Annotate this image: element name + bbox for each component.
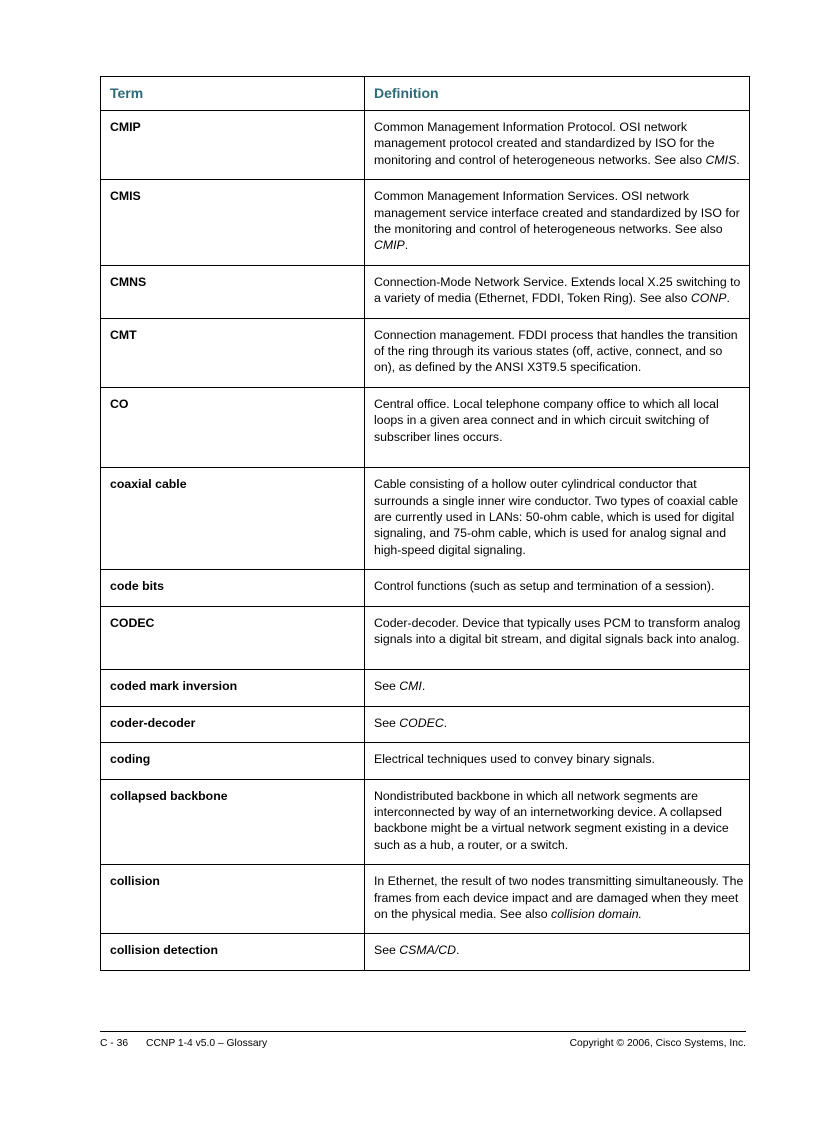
page-number: C - 36 — [100, 1038, 129, 1049]
table-header-row — [101, 77, 750, 111]
term-cell: CMIS — [101, 180, 365, 266]
definition-cell: Connection-Mode Network Service. Extends local X.25 switching to a variety of media (Ethernet, FDDI, Token Ring). See also CONP. — [365, 265, 750, 318]
table-row — [101, 265, 750, 318]
see-also-ref: CODEC — [399, 715, 444, 730]
table-row — [101, 779, 750, 865]
table-row — [101, 670, 750, 706]
table-row — [101, 468, 750, 570]
definition-cell: Common Management Information Protocol. OSI network management protocol created and standardized by ISO for the monitoring and control of heterogeneous networks. See also CMIS. — [365, 111, 750, 180]
table-row — [101, 180, 750, 266]
term-cell: CMT — [101, 318, 365, 387]
see-also-ref: CSMA/CD — [399, 943, 457, 958]
definition-cell: Connection management. FDDI process that handles the transition of the ring through its various states (off, active, connect, and so on), as defined by the ANSI X3T9.5 specification. — [365, 318, 750, 387]
see-also-ref: collision domain. — [551, 907, 642, 921]
definition-cell: Common Management Information Services. OSI network management service interface created and standardized by ISO for the monitoring and control of heterogeneous networks. See also CMIP. — [365, 180, 750, 266]
definition-cell: Electrical techniques used to convey binary signals. — [365, 743, 750, 779]
page-footer — [100, 1038, 746, 1049]
definition-cell: Control functions (such as setup and termination of a session). — [365, 570, 750, 606]
term-cell: coded mark inversion — [101, 670, 365, 706]
table-row — [101, 934, 750, 970]
term-cell: coaxial cable — [101, 468, 365, 570]
glossary-table — [100, 76, 750, 971]
definition-cell: Nondistributed backbone in which all network segments are interconnected by way of an internetworking device. A collapsed backbone might be a virtual network segment existing in a device such as a hub, a router, or a switch. — [365, 779, 750, 865]
footer-left — [100, 1038, 267, 1049]
table-row — [101, 606, 750, 670]
term-cell: CODEC — [101, 606, 365, 670]
definition-cell: Cable consisting of a hollow outer cylindrical conductor that surrounds a single inner wire conductor. Two types of coaxial cable are currently used in LANs: 50-ohm cable, which is used for digital signaling, and 75-ohm cable, which is used for analog signal and high-speed digital signaling. — [365, 468, 750, 570]
see-also-ref: CONP — [690, 291, 727, 306]
table-row — [101, 743, 750, 779]
table-row — [101, 318, 750, 387]
table-row — [101, 706, 750, 742]
see-also-ref: CMI — [399, 679, 422, 694]
definition-cell: See CODEC. — [365, 706, 750, 742]
term-cell: code bits — [101, 570, 365, 606]
copyright-notice: Copyright © 2006, Cisco Systems, Inc. — [569, 1038, 746, 1049]
table-row — [101, 570, 750, 606]
definition-cell: Coder-decoder. Device that typically uses PCM to transform analog signals into a digital bit stream, and digital signals back into analog. — [365, 606, 750, 670]
term-cell: collision detection — [101, 934, 365, 970]
definition-cell: See CSMA/CD. — [365, 934, 750, 970]
table-row — [101, 111, 750, 180]
term-cell: CMIP — [101, 111, 365, 180]
term-cell: CO — [101, 387, 365, 467]
definition-cell: See CMI. — [365, 670, 750, 706]
term-cell: coder-decoder — [101, 706, 365, 742]
term-cell: collision — [101, 865, 365, 934]
term-cell: collapsed backbone — [101, 779, 365, 865]
table-row — [101, 865, 750, 934]
term-cell: CMNS — [101, 265, 365, 318]
document-title: CCNP 1-4 v5.0 – Glossary — [146, 1038, 268, 1049]
definition-cell: In Ethernet, the result of two nodes transmitting simultaneously. The frames from each device impact and are damaged when they meet on the physical media. See also collision domain. — [365, 865, 750, 934]
term-cell: coding — [101, 743, 365, 779]
definition-cell: Central office. Local telephone company office to which all local loops in a given area connect and in which circuit switching of subscriber lines occurs. — [365, 387, 750, 467]
footer-divider — [100, 1031, 746, 1032]
definition-column-header: Definition — [365, 77, 750, 111]
table-row — [101, 387, 750, 467]
term-column-header: Term — [101, 77, 365, 111]
see-also-ref: CMIP — [374, 238, 405, 253]
see-also-ref: CMIS — [705, 152, 737, 167]
